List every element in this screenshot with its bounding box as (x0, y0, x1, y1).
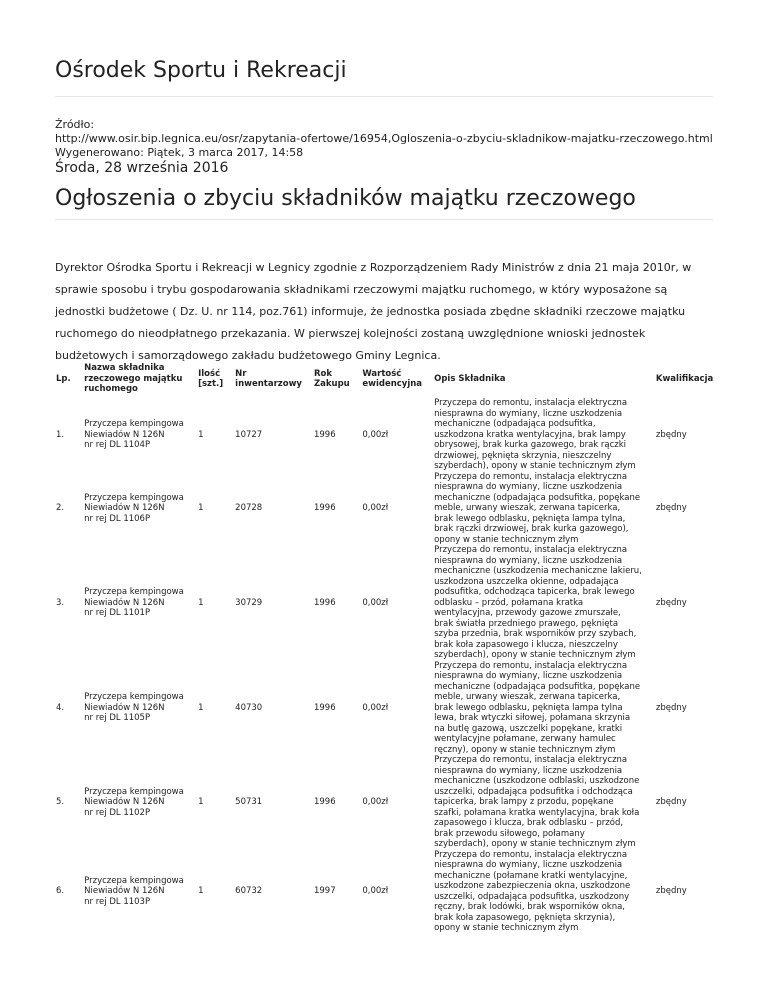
name-line: Przyczepa kempingowa (84, 492, 184, 503)
cell-purchase-year: 1996 (313, 597, 336, 608)
cell-purchase-year: 1996 (313, 702, 336, 713)
cell-name (78, 398, 192, 472)
desc-line: brak światła przedniego prawego, pęknięta (434, 618, 619, 629)
table-header-row (50, 360, 720, 398)
desc-line: uszkodzona kratka wentylacyjna, brak lampy (434, 429, 626, 440)
desc-line: mechaniczne (odpadająca podsufitka, (434, 419, 596, 429)
desc-line: Przyczepa do remontu, instalacja elektryczna (434, 398, 628, 408)
header-quantity: Ilość [szt.] (198, 368, 224, 389)
desc-line: brak koła zapasowego, pęknięta skrzynia), (434, 912, 616, 923)
cell-name (78, 472, 192, 546)
cell-lp: 2. (56, 503, 65, 513)
desc-line: meble, urwany wieszak, zerwana tapicerka, (434, 503, 621, 513)
table-row (50, 755, 720, 850)
table-body (50, 398, 720, 934)
table-row (50, 398, 720, 472)
cell-inventory-number: 10727 (235, 429, 263, 440)
name-line: Niewiadów N 126N (84, 429, 165, 440)
cell-book-value: 0,00zł (362, 702, 389, 713)
desc-line: obrysowej, brak kurka gazowego, brak rączki (434, 440, 627, 450)
name-line: Przyczepa kempingowa (84, 419, 184, 429)
desc-line: szyberdach), opony w stanie technicznym złym (434, 650, 636, 660)
desc-line: wentylacyjne połamane, zerwany hamulec (434, 734, 616, 744)
cell-description (428, 472, 650, 546)
desc-line: mechaniczne (połamane kratki wentylacyjne, (434, 870, 628, 881)
desc-line: brak rączki drzwiowej, brak kurka gazowego), (434, 524, 629, 534)
desc-line: tapicerka, brak lampy z przodu, popękane (434, 797, 614, 807)
source-label: Źródło: (55, 118, 95, 131)
cell-name (78, 850, 192, 934)
desc-line: Przyczepa do remontu, instalacja elektryczna (434, 471, 628, 482)
name-line: Przyczepa kempingowa (84, 692, 184, 702)
table-row (50, 545, 720, 661)
desc-line: niesprawna do wymiany, liczne uszkodzenia (434, 408, 623, 419)
name-line: nr rej DL 1106P (84, 513, 151, 524)
desc-line: Przyczepa do remontu, instalacja elektryczna (434, 849, 628, 860)
desc-line: Przyczepa do remontu, instalacja elektryczna (434, 545, 628, 555)
desc-line: podsufitka, odchodząca tapicerka, brak lewego (434, 587, 635, 597)
desc-line: szafki, połamana kratka wentylacyjna, brak koła (434, 807, 640, 818)
document-title: Ogłoszenia o zbyciu składników majątku rzeczowego (55, 186, 636, 211)
cell-inventory-number: 30729 (235, 597, 263, 608)
name-line: Niewiadów N 126N (84, 797, 165, 807)
table-row (50, 472, 720, 546)
desc-line: niesprawna do wymiany, liczne uszkodzenia (434, 860, 623, 870)
cell-book-value: 0,00zł (362, 886, 389, 897)
name-line: nr rej DL 1105P (84, 713, 151, 723)
cell-lp: 4. (56, 702, 65, 713)
name-line: Niewiadów N 126N (84, 702, 165, 713)
cell-name (78, 545, 192, 661)
cell-quantity: 1 (198, 797, 204, 807)
name-line: Niewiadów N 126N (84, 597, 165, 608)
cell-lp: 1. (56, 429, 65, 440)
name-line: nr rej DL 1101P (84, 608, 151, 618)
desc-line: opony w stanie technicznym złym (434, 923, 579, 933)
cell-description (428, 398, 650, 472)
cell-qualification: zbędny (655, 702, 687, 713)
desc-line: Przyczepa do remontu, instalacja elektryczna (434, 755, 628, 765)
source-url[interactable]: http://www.osir.bip.legnica.eu/osr/zapytania-ofertowe/16954,Ogloszenia-o-zbyciu-skladnikow-majatku-rzeczowego.html (55, 132, 713, 145)
cell-inventory-number: 50731 (235, 797, 263, 807)
desc-line: brak przewodu siłowego, połamany (434, 828, 585, 839)
cell-quantity: 1 (198, 429, 204, 440)
cell-book-value: 0,00zł (362, 503, 389, 513)
cell-lp: 3. (56, 597, 65, 608)
publication-date: Środa, 28 września 2016 (55, 160, 229, 176)
desc-line: szyba przednia, brak wsporników przy szybach, (434, 629, 637, 639)
header-purchase-year: Rok Zakupu (313, 368, 350, 389)
cell-qualification: zbędny (655, 797, 687, 807)
cell-lp: 6. (56, 886, 65, 897)
desc-line: brak koła zapasowego i klucza, nieszczelny (434, 639, 618, 650)
cell-book-value: 0,00zł (362, 597, 389, 608)
desc-line: ręczny, brak lodówki, brak wsporników okna, (434, 902, 625, 912)
cell-purchase-year: 1996 (313, 503, 336, 513)
cell-lp: 5. (56, 797, 65, 807)
cell-quantity: 1 (198, 702, 204, 713)
source-info (55, 118, 713, 160)
title-divider (55, 219, 713, 220)
desc-line: opony w stanie technicznym złym (434, 534, 579, 545)
header-qualification: Kwalifikacja (655, 373, 714, 384)
desc-line: szyberdach), opony w stanie technicznym złym (434, 839, 636, 849)
desc-line: meble, urwany wieszak, zerwana tapicerka, (434, 692, 621, 702)
desc-line: lewa, brak wtyczki siłowej, połamana skrzynia (434, 713, 631, 723)
table-row (50, 661, 720, 756)
cell-name (78, 755, 192, 850)
cell-book-value: 0,00zł (362, 797, 389, 807)
cell-description (428, 850, 650, 934)
table-row (50, 850, 720, 934)
desc-line: mechaniczne (odpadająca podsufitka, popękane (434, 681, 641, 692)
assets-table (50, 360, 720, 934)
cell-inventory-number: 40730 (235, 702, 263, 713)
cell-qualification: zbędny (655, 886, 687, 897)
desc-line: niesprawna do wymiany, liczne uszkodzenia (434, 555, 623, 566)
cell-inventory-number: 20728 (235, 503, 263, 513)
cell-purchase-year: 1996 (313, 797, 336, 807)
desc-line: wentylacyjna, przewody gazowe zmurszałe, (434, 608, 621, 618)
name-line: Niewiadów N 126N (84, 503, 165, 513)
desc-line: brak lewego odblasku, pęknięta lampa tylna (434, 702, 623, 713)
desc-line: uszczelki, odpadająca podsufitka i odchodząca (434, 786, 633, 797)
cell-qualification: zbędny (655, 503, 687, 513)
cell-qualification: zbędny (655, 429, 687, 440)
desc-line: uszczelki, odpadająca podsufitka, uszkodzony (434, 891, 630, 902)
desc-line: niesprawna do wymiany, liczne uszkodzenia (434, 671, 623, 681)
name-line: nr rej DL 1104P (84, 440, 151, 450)
name-line: Przyczepa kempingowa (84, 875, 184, 886)
desc-line: niesprawna do wymiany, liczne uszkodzenia (434, 765, 623, 776)
name-line: Przyczepa kempingowa (84, 786, 184, 797)
desc-line: ręczny), opony w stanie technicznym złym (434, 744, 616, 755)
cell-inventory-number: 60732 (235, 886, 263, 897)
cell-description (428, 755, 650, 850)
cell-description (428, 545, 650, 661)
header-description: Opis Składnika (434, 373, 506, 384)
desc-line: mechaniczne (odpadająca podsufitka, popękane (434, 492, 641, 503)
desc-line: drzwiowej, pęknięta skrzynia, nieszczelny (434, 450, 612, 461)
cell-quantity: 1 (198, 597, 204, 608)
name-line: Niewiadów N 126N (84, 886, 165, 897)
cell-quantity: 1 (198, 886, 204, 897)
desc-line: mechaniczne (uszkodzone odblaski, uszkodzone (434, 776, 640, 786)
desc-line: uszkodzone zabezpieczenia okna, uszkodzone (434, 881, 631, 891)
cell-book-value: 0,00zł (362, 429, 389, 440)
cell-description (428, 661, 650, 756)
cell-name (78, 661, 192, 756)
header-inventory-number: Nr inwentarzowy (235, 368, 302, 389)
desc-line: szyberdach), opony w stanie technicznym złym (434, 461, 636, 471)
desc-line: na butlę gazową, uszczelki popękane, kratki (434, 723, 623, 734)
desc-line: brak lewego odblasku, pęknięta lampa tylna, (434, 513, 626, 524)
cell-purchase-year: 1997 (313, 886, 336, 897)
name-line: nr rej DL 1102P (84, 807, 151, 818)
cell-qualification: zbędny (655, 597, 687, 608)
desc-line: mechaniczne (uszkodzenia mechaniczne lakieru, (434, 566, 642, 576)
site-title: Ośrodek Sportu i Rekreacji (55, 58, 347, 83)
generated-timestamp: Wygenerowano: Piątek, 3 marca 2017, 14:58 (55, 146, 304, 159)
cell-quantity: 1 (198, 503, 204, 513)
desc-line: niesprawna do wymiany, liczne uszkodzenia (434, 482, 623, 492)
desc-line: uszkodzona uszczelka okienne, odpadająca (434, 576, 619, 587)
intro-paragraph: Dyrektor Ośrodka Sportu i Rekreacji w Legnicy zgodnie z Rozporządzeniem Rady Ministrów z dnia 21 maja 2010r, w sprawie sposobu i trybu gospodarowania składnikami rzeczowymi majątku ruchomego, w który wyposażone są jednostki budżetowe ( Dz. U. nr 114, poz.761) informuje, że jednostka posiada zbędne składniki rzeczowe majątku ruchomego do nieodpłatnego przekazania. W pierwszej kolejności zostaną uwzględnione wnioski jednostek budżetowych i samorządowego zakładu budżetowego Gminy Legnica. (55, 261, 692, 362)
cell-purchase-year: 1996 (313, 429, 336, 440)
header-name: Nazwa składnika rzeczowego majątku ruchomego (84, 363, 183, 395)
header-book-value: Wartość ewidencyjna (362, 368, 423, 389)
desc-line: Przyczepa do remontu, instalacja elektryczna (434, 660, 628, 671)
desc-line: zapasowego i klucza, brak odblasku – przód, (434, 818, 624, 828)
desc-line: odblasku – przód, połamana kratka (434, 597, 584, 608)
header-divider (55, 96, 713, 97)
header-lp: Lp. (56, 373, 71, 384)
name-line: Przyczepa kempingowa (84, 587, 184, 597)
name-line: nr rej DL 1103P (84, 896, 151, 907)
